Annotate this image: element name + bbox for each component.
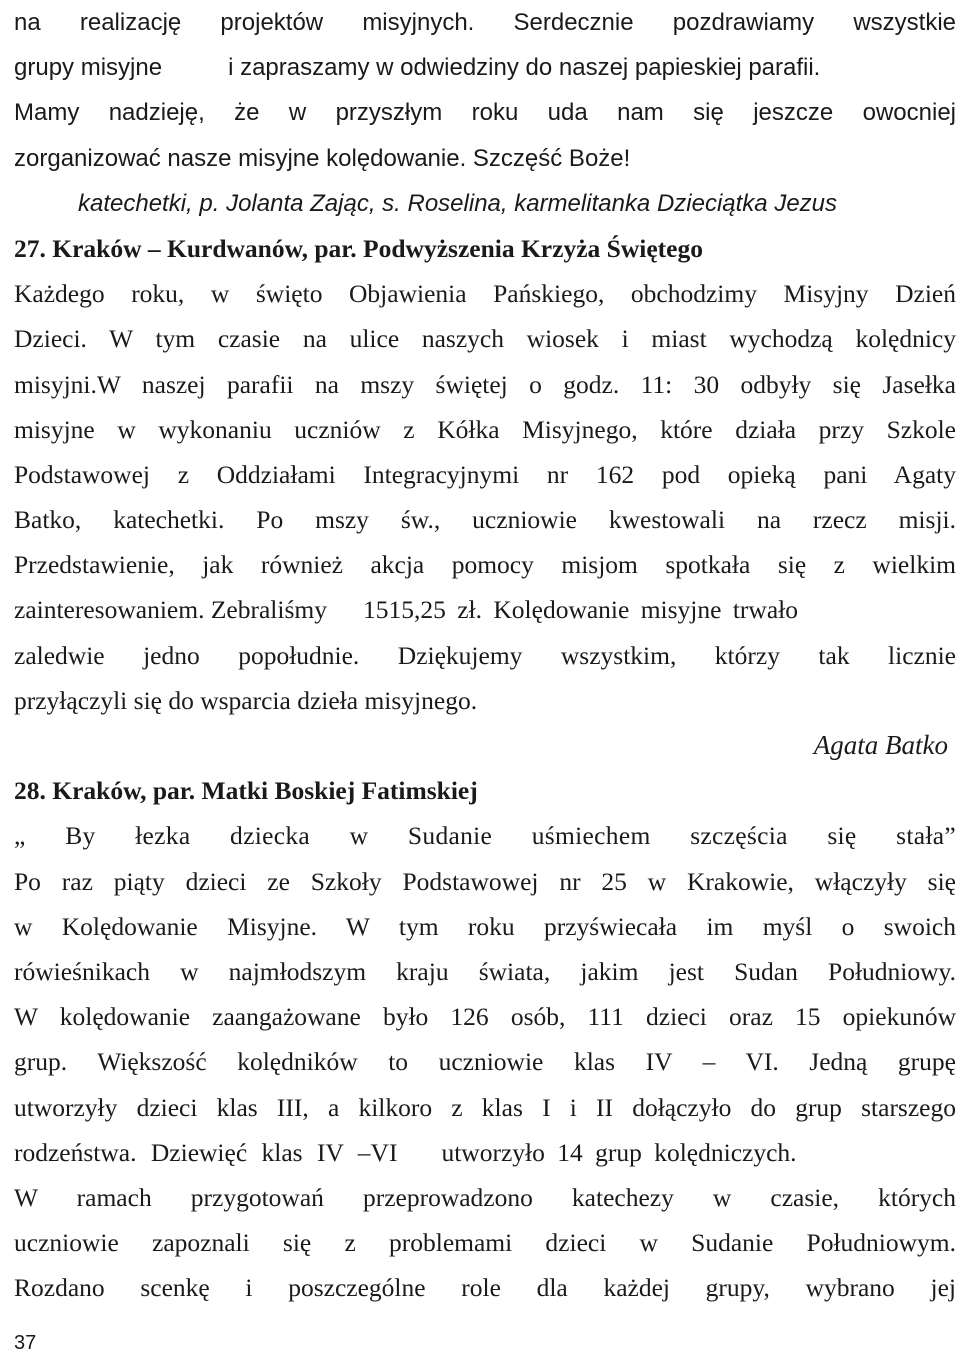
text-fragment: grupy misyjne — [14, 54, 163, 82]
text-line: Przedstawienie, jak również akcja pomocy misjom spotkała się z wielkim — [14, 550, 956, 580]
heading-parish: Matki Boskiej Fatimskiej — [201, 776, 478, 806]
text-line: Rozdano scenkę i poszczególne role dla każdej grupy, wybrano jej — [14, 1273, 956, 1303]
text-line: Mamy nadzieję, że w przyszłym roku uda nam się jeszcze owocniej — [14, 99, 956, 127]
text-line: na realizację projektów misyjnych. Serdecznie pozdrawiamy wszystkie — [14, 9, 956, 36]
text-line: Każdego roku, w święto Objawienia Pańskiego, obchodzimy Misyjny Dzień — [14, 279, 956, 309]
text-line: Po raz piąty dzieci ze Szkoły Podstawowej nr 25 w Krakowie, włączyły się — [14, 866, 956, 896]
page-number: 37 — [14, 1332, 37, 1354]
text-fragment: 1515,25 zł. Kolędowanie misyjne trwało — [362, 595, 798, 625]
text-line — [14, 45, 956, 90]
text-line: Podstawowej z Oddziałami Integracyjnymi nr 162 pod opieką pani Agaty — [14, 459, 956, 489]
text-fragment: i zapraszamy w odwiedziny do naszej papieskiej parafii. — [228, 54, 821, 82]
text-line: zaledwie jedno popołudnie. Dziękujemy wszystkim, którzy tak licznie — [14, 640, 956, 670]
text-line: Dzieci. W tym czasie na ulice naszych wiosek i miast wychodzą kolędnicy — [14, 324, 956, 354]
text-line: grup. Większość kolędników to uczniowie klas IV – VI. Jedną grupę — [14, 1047, 956, 1077]
text-line: przyłączyli się do wsparcia dzieła misyjnego. — [14, 685, 478, 715]
text-fragment: rodzeństwa. Dziewięć klas IV –VI — [14, 1137, 398, 1167]
text-line: misyjne w wykonaniu uczniów z Kółka Misyjnego, które działa przy Szkole — [14, 414, 956, 444]
text-line: zorganizować nasze misyjne kolędowanie. Szczęść Boże! — [14, 144, 631, 172]
section-subtitle: „ By łezka dziecka w Sudanie uśmiechem szczęścia się stała” — [14, 821, 956, 851]
text-fragment: zainteresowaniem. Zebraliśmy — [14, 595, 327, 625]
text-line: W kolędowanie zaangażowane było 126 osób, 111 dzieci oraz 15 opiekunów — [14, 1002, 956, 1032]
text-line: misyjni.W naszej parafii na mszy świętej o godz. 11: 30 odbyły się Jasełka — [14, 369, 956, 399]
heading-place: 27. Kraków – Kurdwanów, par. — [14, 233, 357, 263]
document-page — [14, 0, 956, 1310]
text-line — [14, 1130, 956, 1175]
signature: Agata Batko — [813, 730, 948, 760]
section-heading — [14, 226, 956, 271]
text-line: uczniowie zapoznali się z problemami dzieci w Sudanie Południowym. — [14, 1228, 956, 1258]
heading-place: 28. Kraków, par. — [14, 776, 196, 806]
text-line: rówieśnikach w najmłodszym kraju świata, jakim jest Sudan Południowy. — [14, 956, 956, 986]
text-line — [14, 587, 956, 632]
text-line: W ramach przygotowań przeprowadzono katechezy w czasie, których — [14, 1182, 956, 1212]
heading-parish: Podwyższenia Krzyża Świętego — [363, 233, 703, 263]
signature: katechetki, p. Jolanta Zając, s. Roselina, karmelitanka Dzieciątka Jezus — [78, 189, 838, 217]
section-heading — [14, 768, 956, 813]
text-line: utworzyły dzieci klas III, a kilkoro z klas I i II dołączyło do grup starszego — [14, 1092, 956, 1122]
text-line: w Kolędowanie Misyjne. W tym roku przyświecała im myśl o swoich — [14, 911, 956, 941]
text-fragment: utworzyło 14 grup kolędniczych. — [441, 1137, 797, 1167]
text-line: Batko, katechetki. Po mszy św., uczniowie kwestowali na rzecz misji. — [14, 505, 956, 535]
